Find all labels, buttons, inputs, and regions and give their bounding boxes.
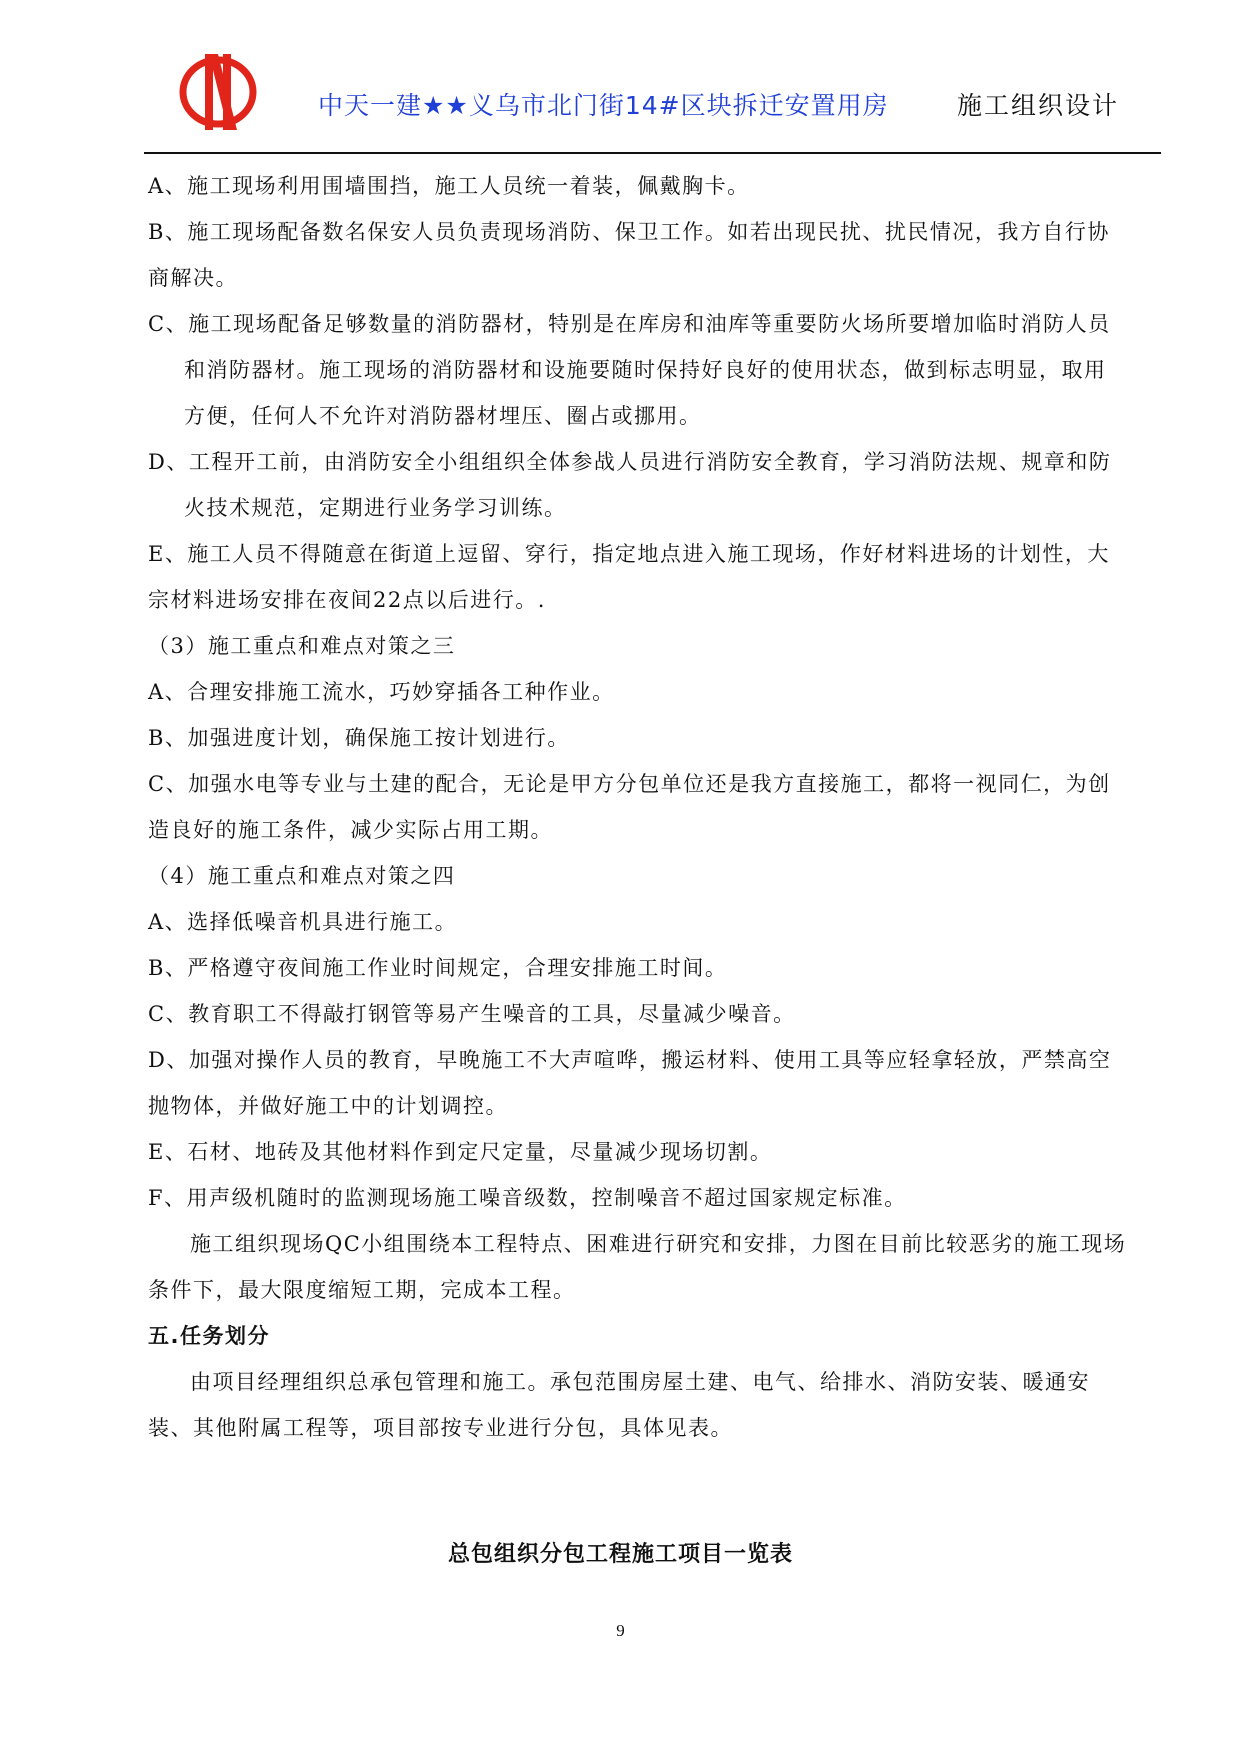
header-divider [144,152,1161,154]
paragraph: A、合理安排施工流水，巧妙穿插各工种作业。 [148,680,615,704]
paragraph: E、石材、地砖及其他材料作到定尺定量，尽量减少现场切割。 [148,1140,773,1164]
header-title: 中天一建★★义乌市北门街14#区块拆迁安置用房 [318,91,889,120]
paragraph: D、加强对操作人员的教育，早晚施工不大声喧哗，搬运材料、使用工具等应轻拿轻放，严禁高空抛物体，并做好施工中的计划调控。 [148,1048,1112,1118]
paragraph: B、严格遵守夜间施工作业时间规定，合理安排施工时间。 [148,956,728,980]
paragraph: F、用声级机随时的监测现场施工噪音级数，控制噪音不超过国家规定标准。 [148,1186,907,1210]
section-heading: 五.任务划分 [148,1324,270,1348]
paragraph: 施工组织现场QC小组围绕本工程特点、困难进行研究和安排，力图在目前比较恶劣的施工现场条件下，最大限度缩短工期，完成本工程。 [148,1232,1127,1302]
page-header [0,0,1241,160]
paragraph: B、施工现场配备数名保安人员负责现场消防、保卫工作。如若出现民扰、扰民情况，我方自行协商解决。 [148,220,1110,290]
paragraph: C、教育职工不得敲打钢管等易产生噪音的工具，尽量减少噪音。 [148,1002,796,1026]
paragraph: C、加强水电等专业与土建的配合，无论是甲方分包单位还是我方直接施工，都将一视同仁，为创造良好的施工条件，减少实际占用工期。 [148,772,1111,842]
subsection-title: （4）施工重点和难点对策之四 [148,864,456,888]
paragraph: E、施工人员不得随意在街道上逗留、穿行，指定地点进入施工现场，作好材料进场的计划性，大宗材料进场安排在夜间22点以后进行。. [148,542,1110,612]
table-title: 总包组织分包工程施工项目一览表 [447,1542,793,1567]
paragraph: C、施工现场配备足够数量的消防器材，特别是在库房和油库等重要防火场所要增加临时消防人员和消防器材。施工现场的消防器材和设施要随时保持好良好的使用状态，做到标志明显，取用方便，任何人不允许对消防器材埋压、圈占或挪用。 [148,312,1111,428]
paragraph: D、工程开工前，由消防安全小组组织全体参战人员进行消防安全教育，学习消防法规、规章和防火技术规范，定期进行业务学习训练。 [148,450,1112,520]
subsection-title: （3）施工重点和难点对策之三 [148,634,456,658]
company-logo-icon [178,52,258,132]
paragraph: A、选择低噪音机具进行施工。 [148,910,458,934]
paragraph: A、施工现场利用围墙围挡，施工人员统一着装，佩戴胸卡。 [148,174,750,198]
header-doc-type: 施工组织设计 [957,91,1120,120]
page-number: 9 [616,1621,625,1640]
document-body [148,163,1128,1451]
paragraph: 由项目经理组织总承包管理和施工。承包范围房屋土建、电气、给排水、消防安装、暖通安装、其他附属工程等，项目部按专业进行分包，具体见表。 [148,1370,1090,1440]
paragraph: B、加强进度计划，确保施工按计划进行。 [148,726,570,750]
